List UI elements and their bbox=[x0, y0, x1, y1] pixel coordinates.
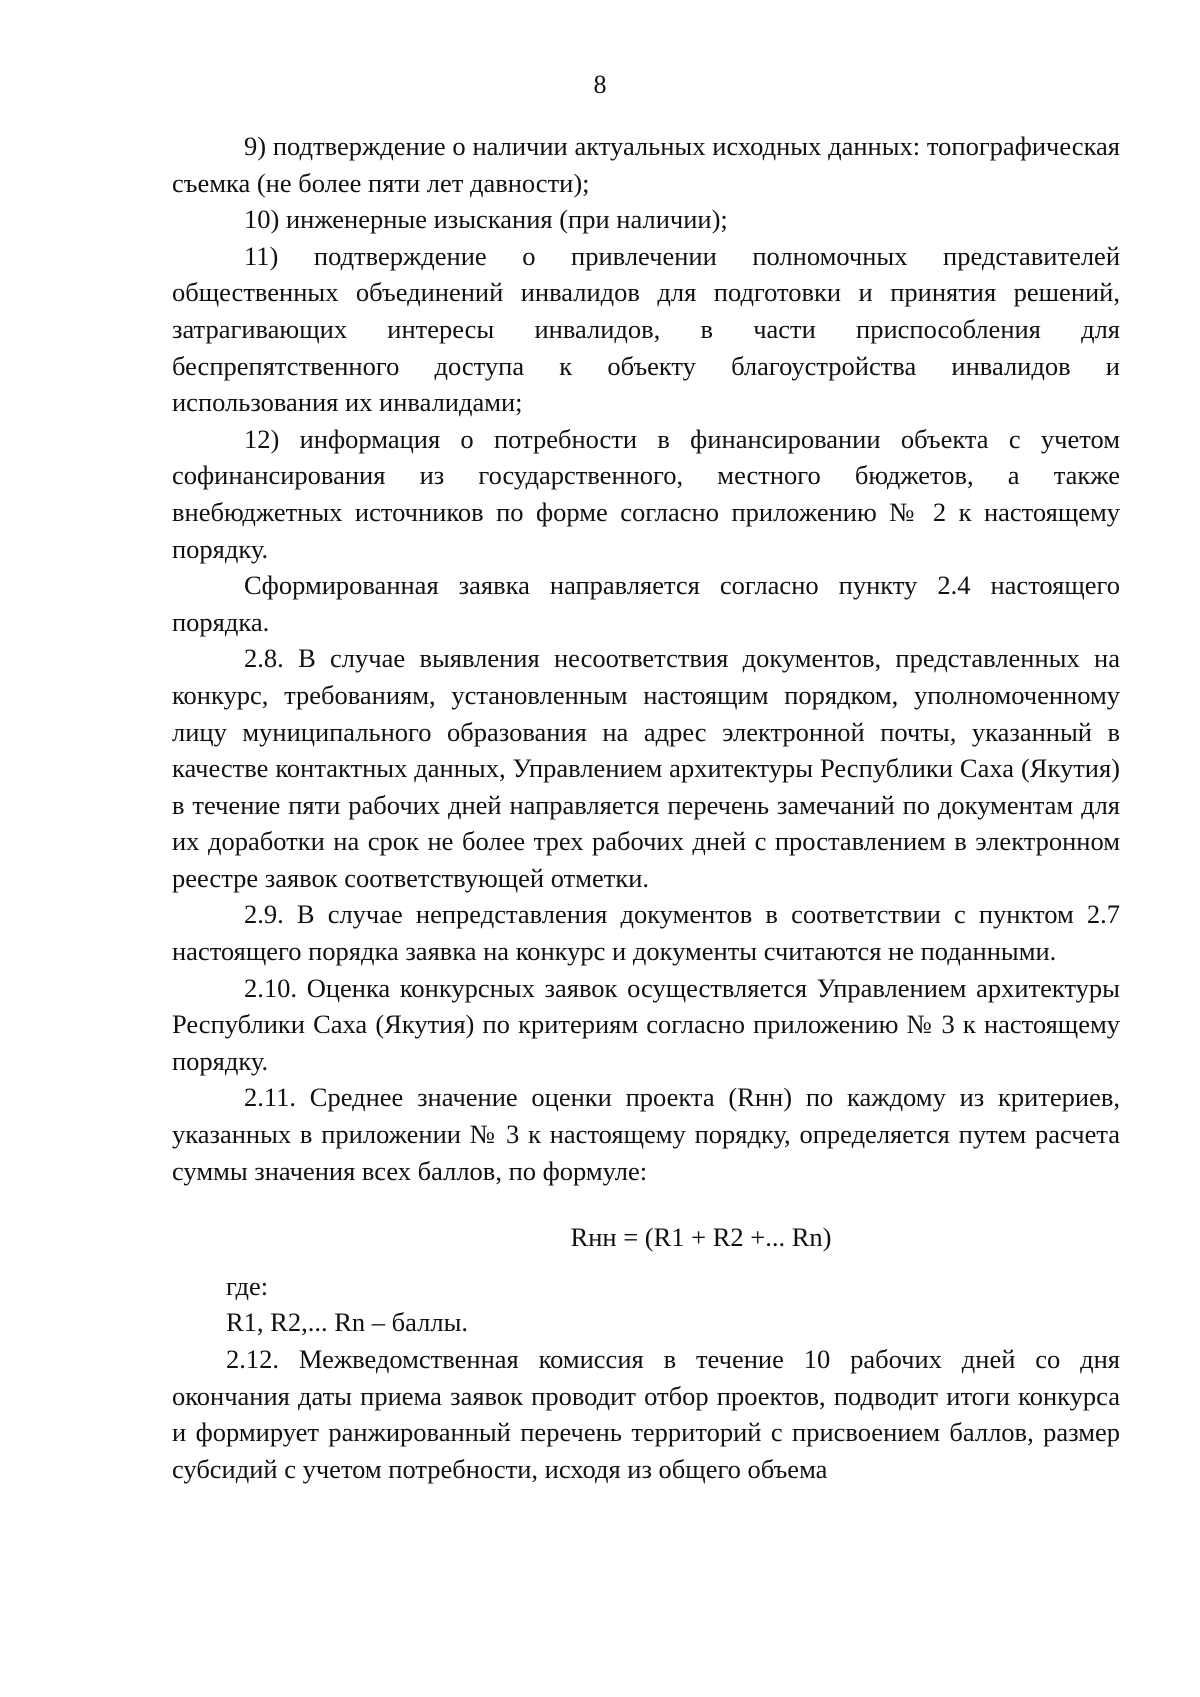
page-number: 8 bbox=[593, 70, 607, 99]
formula-where-label: где: bbox=[226, 1270, 269, 1301]
paragraph-item-12: 12) информация о потребности в финансировании объекта с учетом софинансирования из государственного, местного бюджетов, а также внебюджетных источников по форме согласно приложению № 2 к настоящему порядку. bbox=[172, 423, 1120, 564]
paragraph-2-12: 2.12. Межведомственная комиссия в течение 10 рабочих дней со дня окончания даты приема заявок проводит отбор проектов, подводит итоги конкурса и формирует ранжированный перечень территорий с присвоением баллов, размер субсидий с учетом потребности, исходя из общего объема bbox=[172, 1344, 1120, 1484]
formula-legend: R1, R2,... Rn – баллы. bbox=[226, 1307, 469, 1338]
paragraph-application-sent: Сформированная заявка направляется согласно пункту 2.4 настоящего порядка. bbox=[172, 570, 1120, 637]
paragraph-2-11: 2.11. Среднее значение оценки проекта (Rнн) по каждому из критериев, указанных в приложении № 3 к настоящему порядку, определяется путем расчета суммы значения всех баллов, по формуле: bbox=[172, 1082, 1120, 1186]
paragraph-item-10: 10) инженерные изыскания (при наличии); bbox=[244, 204, 728, 235]
paragraph-item-11: 11) подтверждение о привлечении полномочных представителей общественных объединений инвалидов для подготовки и принятия решений, затрагивающих интересы инвалидов, в части приспособления для беспрепятственного доступа к объекту благоустройства инвалидов и использования их инвалидами; bbox=[172, 240, 1120, 418]
document-body bbox=[172, 128, 1120, 1487]
paragraph-2-8: 2.8. В случае выявления несоответствия документов, представленных на конкурс, требованиям, установленным настоящим порядком, уполномоченному лицу муниципального образования на адрес электронной почты, указанный в качестве контактных данных, Управлением архитектуры Республики Саха (Якутия) в течение пяти рабочих дней направляется перечень замечаний по документам для их доработки на срок не более трех рабочих дней с проставлением в электронном реестре заявок соответствующей отметки. bbox=[172, 643, 1120, 893]
paragraph-2-9: 2.9. В случае непредставления документов в соответствии с пунктом 2.7 настоящего порядка заявка на конкурс и документы считаются не поданными. bbox=[172, 899, 1120, 967]
paragraph-2-10: 2.10. Оценка конкурсных заявок осуществляется Управлением архитектуры Республики Саха (Якутия) по критериям согласно приложению № 3 к настоящему порядку. bbox=[172, 972, 1120, 1076]
score-formula: Rнн = (R1 + R2 +... Rn) bbox=[570, 1222, 832, 1253]
paragraph-item-9: 9) подтверждение о наличии актуальных исходных данных: топографическая съемка (не более пяти лет давности); bbox=[172, 131, 1120, 198]
